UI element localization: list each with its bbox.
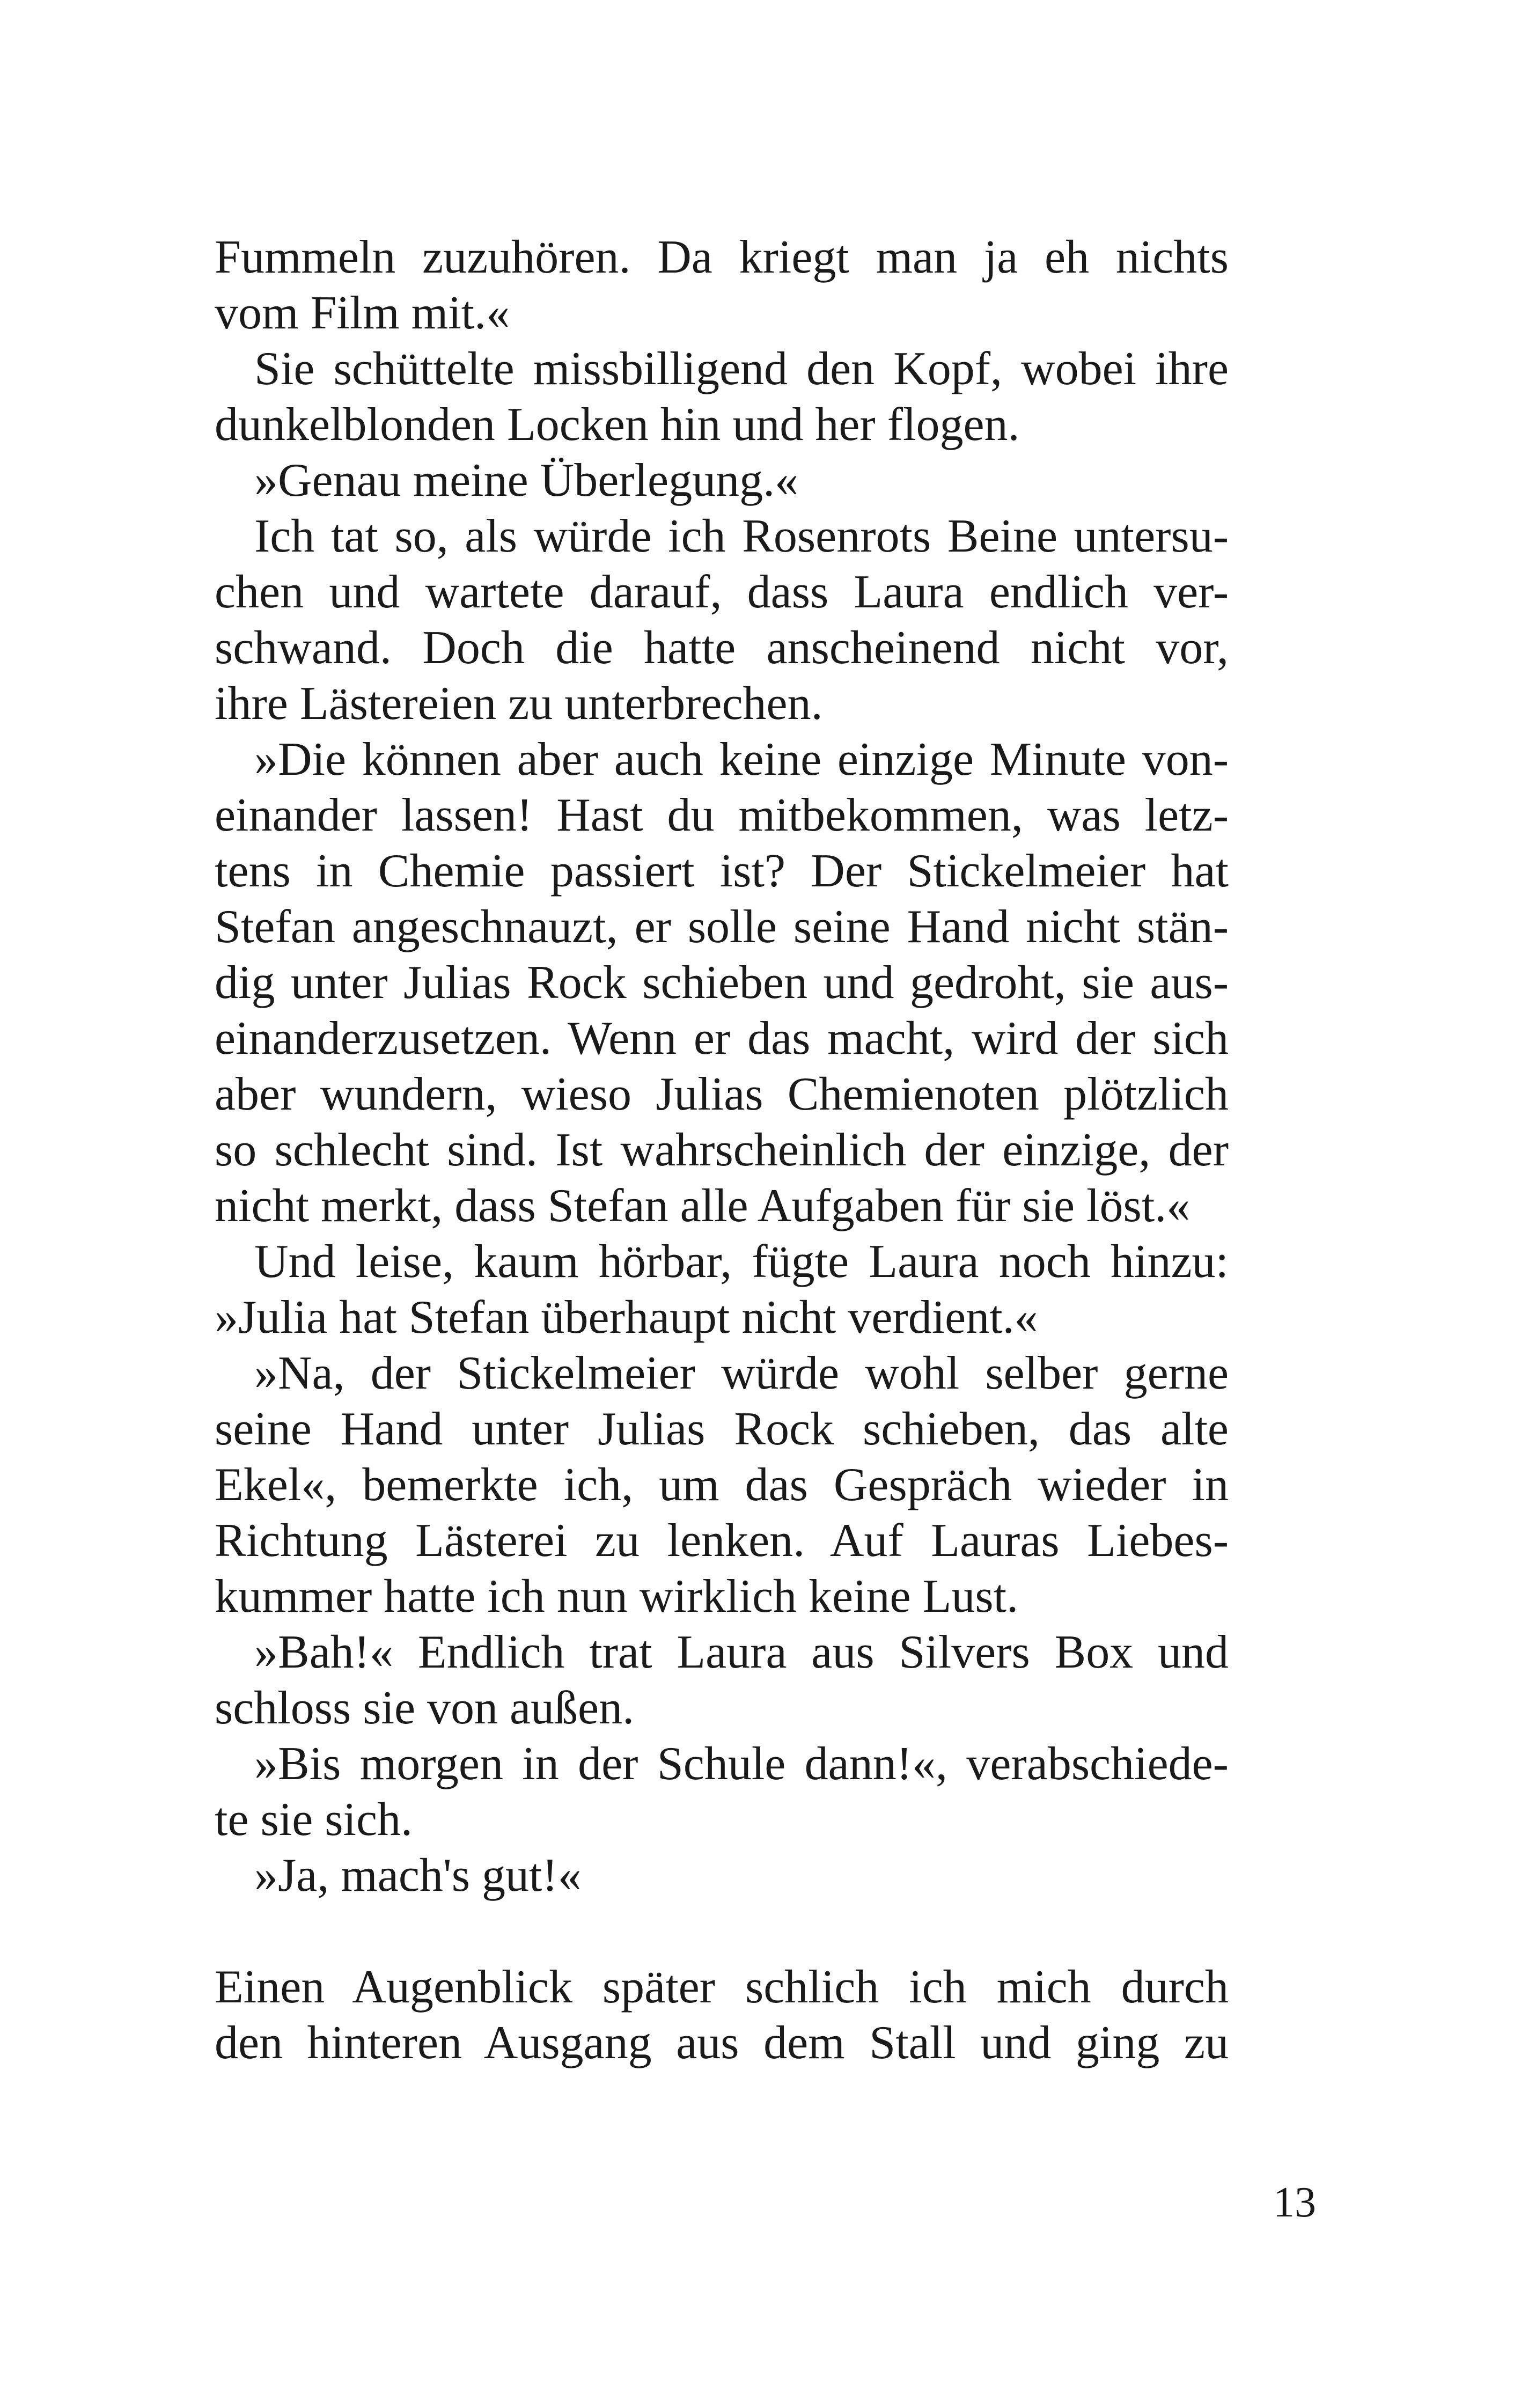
text-line: kummer hatte ich nun wirklich keine Lust. (215, 1570, 1019, 1623)
text-line: so schlecht sind. Ist wahrscheinlich der einzige, der (215, 1124, 1229, 1176)
text-line: »Bis morgen in der Schule dann!«, verabschiede- (254, 1738, 1229, 1790)
text-line: dunkelblonden Locken hin und her flogen. (215, 399, 1020, 451)
text-line: aber wundern, wieso Julias Chemienoten plötzlich (215, 1068, 1229, 1120)
text-line: schloss sie von außen. (215, 1682, 635, 1734)
text-line: Richtung Lästerei zu lenken. Auf Lauras Liebes- (215, 1515, 1229, 1567)
text-line: »Na, der Stickelmeier würde wohl selber gerne (254, 1347, 1229, 1399)
text-line: »Bah!« Endlich trat Laura aus Silvers Box und (254, 1626, 1229, 1678)
text-line: vom Film mit.« (215, 287, 510, 339)
text-line: »Ja, mach's gut!« (254, 1849, 582, 1902)
text-line: »Genau meine Überlegung.« (254, 454, 799, 506)
body-text (215, 230, 1229, 2071)
text-line: »Die können aber auch keine einzige Minute von- (254, 733, 1229, 785)
text-line: Sie schüttelte missbilligend den Kopf, wobei ihre (254, 343, 1229, 395)
page-number: 13 (1273, 2179, 1316, 2226)
text-line: dig unter Julias Rock schieben und gedroht, sie aus- (215, 957, 1229, 1009)
text-line: seine Hand unter Julias Rock schieben, das alte (215, 1403, 1229, 1455)
text-line: Stefan angeschnauzt, er solle seine Hand nicht stän- (215, 901, 1229, 953)
text-line: schwand. Doch die hatte anscheinend nicht vor, (215, 622, 1229, 674)
text-line: Ekel«, bemerkte ich, um das Gespräch wieder in (215, 1459, 1229, 1511)
text-line: Und leise, kaum hörbar, fügte Laura noch hinzu: (254, 1236, 1229, 1288)
paragraph-gap (215, 1904, 1229, 1959)
text-line: Einen Augenblick später schlich ich mich durch (215, 1961, 1229, 2013)
text-line: chen und wartete darauf, dass Laura endlich ver- (215, 566, 1229, 618)
text-line: nicht merkt, dass Stefan alle Aufgaben für sie löst.« (215, 1180, 1191, 1232)
text-line: »Julia hat Stefan überhaupt nicht verdient.« (215, 1291, 1038, 1344)
text-line: te sie sich. (215, 1794, 413, 1846)
text-line: Fummeln zuzuhören. Da kriegt man ja eh nichts (215, 231, 1229, 283)
text-line: tens in Chemie passiert ist? Der Stickelmeier hat (215, 845, 1229, 897)
text-line: einanderzusetzen. Wenn er das macht, wird der sich (215, 1012, 1229, 1064)
text-line: Ich tat so, als würde ich Rosenrots Beine untersu- (254, 510, 1229, 562)
text-line: den hinteren Ausgang aus dem Stall und ging zu (215, 2017, 1229, 2069)
text-line: ihre Lästereien zu unterbrechen. (215, 678, 823, 730)
text-line: einander lassen! Hast du mitbekommen, was letz- (215, 789, 1229, 841)
